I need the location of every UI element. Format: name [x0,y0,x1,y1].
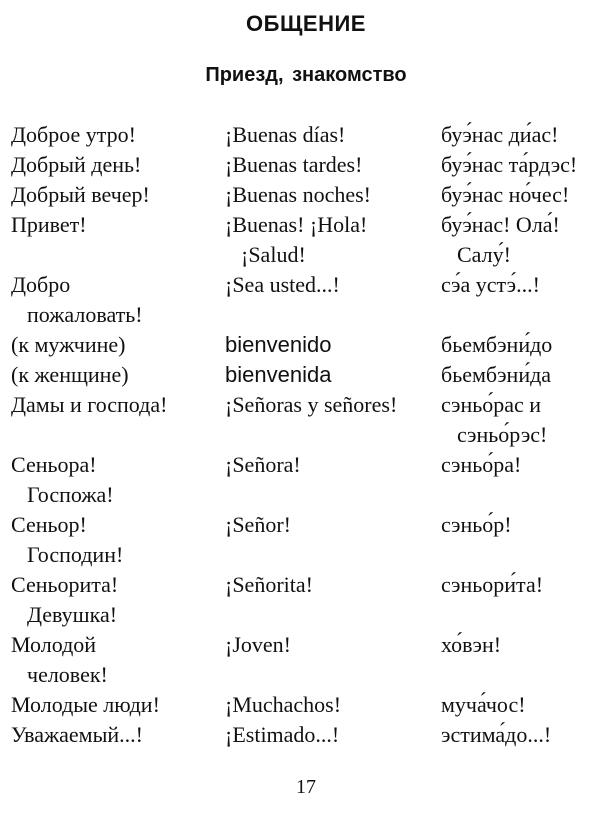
spanish-phrase-cell [225,210,441,270]
pronunciation-cell [441,150,607,180]
pronunciation-line: буэ́нас ди́ас! [441,122,559,147]
russian-phrase-line: Девушка! [27,602,118,627]
russian-phrase-cell [11,450,225,510]
phrase-row [11,630,607,690]
russian-phrase-cell [11,270,225,330]
phrase-table-body [11,120,607,750]
pronunciation-line: Салу́! [457,242,511,267]
spanish-phrase-line: ¡Señoras y señores! [225,392,398,417]
phrase-row [11,390,607,450]
pronunciation-cell [441,270,607,330]
pronunciation-cell [441,180,607,210]
russian-phrase-cell [11,510,225,570]
russian-phrase-line: Госпожа! [27,482,114,507]
phrase-row [11,570,607,630]
pronunciation-line: муча́чос! [441,692,526,717]
russian-phrase-cell [11,630,225,690]
pronunciation-line: бьембэни́до [441,332,553,357]
phrase-row [11,690,607,720]
spanish-phrase-line: ¡Joven! [225,632,291,657]
pronunciation-cell [441,510,607,570]
pronunciation-line: сэньо́ра! [441,452,522,477]
spanish-phrase-cell [225,360,441,390]
pronunciation-line: буэ́нас но́чес! [441,182,570,207]
spanish-phrase-cell [225,450,441,510]
spanish-phrase-cell [225,330,441,360]
spanish-phrase-line: bienvenido [225,332,332,357]
phrase-row [11,330,607,360]
spanish-phrase-line: ¡Salud! [241,242,306,267]
pronunciation-cell [441,450,607,510]
pronunciation-line: эстима́до...! [441,722,552,747]
russian-phrase-cell [11,720,225,750]
phrase-row [11,270,607,330]
russian-phrase-line: Сеньор! [11,512,87,537]
pronunciation-line: сэньо́рас и [441,392,542,417]
pronunciation-line: сэньори́та! [441,572,544,597]
russian-phrase-line: Молодой [11,632,97,657]
phrase-row [11,180,607,210]
spanish-phrase-cell [225,510,441,570]
russian-phrase-cell [11,390,225,450]
page-title: ОБЩЕНИЕ [246,11,366,36]
russian-phrase-cell [11,570,225,630]
spanish-phrase-line: ¡Sea usted...! [225,272,340,297]
spanish-phrase-cell [225,630,441,690]
pronunciation-line: хо́вэн! [441,632,502,657]
phrase-table [11,120,607,750]
phrase-row [11,210,607,270]
pronunciation-cell [441,690,607,720]
russian-phrase-line: Привет! [11,212,87,237]
russian-phrase-cell [11,210,225,270]
phrase-row [11,510,607,570]
pronunciation-line: бьембэни́да [441,362,552,387]
phrase-row [11,120,607,150]
russian-phrase-line: Молодые люди! [11,692,160,717]
russian-phrase-cell [11,360,225,390]
spanish-phrase-line: ¡Buenas días! [225,122,346,147]
russian-phrase-line: Господин! [27,542,124,567]
russian-phrase-line: Добрый вечер! [11,182,150,207]
spanish-phrase-cell [225,720,441,750]
russian-phrase-line: человек! [27,662,108,687]
pronunciation-cell [441,210,607,270]
spanish-phrase-cell [225,690,441,720]
spanish-phrase-line: ¡Señora! [225,452,301,477]
pronunciation-line: буэ́нас та́рдэс! [441,152,578,177]
phrase-row [11,720,607,750]
spanish-phrase-cell [225,390,441,450]
spanish-phrase-cell [225,120,441,150]
spanish-phrase-line: bienvenida [225,362,332,387]
russian-phrase-cell [11,330,225,360]
spanish-phrase-line: ¡Señorita! [225,572,313,597]
russian-phrase-cell [11,150,225,180]
spanish-phrase-line: ¡Buenas noches! [225,182,372,207]
russian-phrase-line: (к женщине) [11,362,129,387]
pronunciation-cell [441,330,607,360]
russian-phrase-line: Уважаемый...! [11,722,143,747]
russian-phrase-line: пожаловать! [27,302,143,327]
russian-phrase-line: (к мужчине) [11,332,126,357]
russian-phrase-line: Добрый день! [11,152,142,177]
russian-phrase-cell [11,120,225,150]
spanish-phrase-line: ¡Estimado...! [225,722,340,747]
pronunciation-cell [441,570,607,630]
pronunciation-cell [441,720,607,750]
russian-phrase-line: Добро [11,272,71,297]
pronunciation-cell [441,120,607,150]
russian-phrase-line: Доброе утро! [11,122,136,147]
russian-phrase-line: Сеньора! [11,452,97,477]
spanish-phrase-cell [225,150,441,180]
russian-phrase-line: Дамы и господа! [11,392,168,417]
section-subtitle: Приезд, знакомство [205,64,407,86]
spanish-phrase-cell [225,270,441,330]
page-number: 17 [296,776,316,798]
phrase-row [11,150,607,180]
russian-phrase-cell [11,180,225,210]
pronunciation-line: сэньо́рэс! [457,422,548,447]
russian-phrase-line: Сеньорита! [11,572,119,597]
pronunciation-line: сэ́а устэ́...! [441,272,540,297]
russian-phrase-cell [11,690,225,720]
pronunciation-line: сэньо́р! [441,512,512,537]
spanish-phrase-line: ¡Muchachos! [225,692,342,717]
spanish-phrase-line: ¡Buenas! ¡Hola! [225,212,368,237]
spanish-phrase-line: ¡Señor! [225,512,291,537]
spanish-phrase-cell [225,180,441,210]
spanish-phrase-cell [225,570,441,630]
pronunciation-cell [441,360,607,390]
phrase-row [11,450,607,510]
spanish-phrase-line: ¡Buenas tardes! [225,152,363,177]
phrase-row [11,360,607,390]
pronunciation-cell [441,630,607,690]
pronunciation-cell [441,390,607,450]
pronunciation-line: буэ́нас! Ола́! [441,212,560,237]
